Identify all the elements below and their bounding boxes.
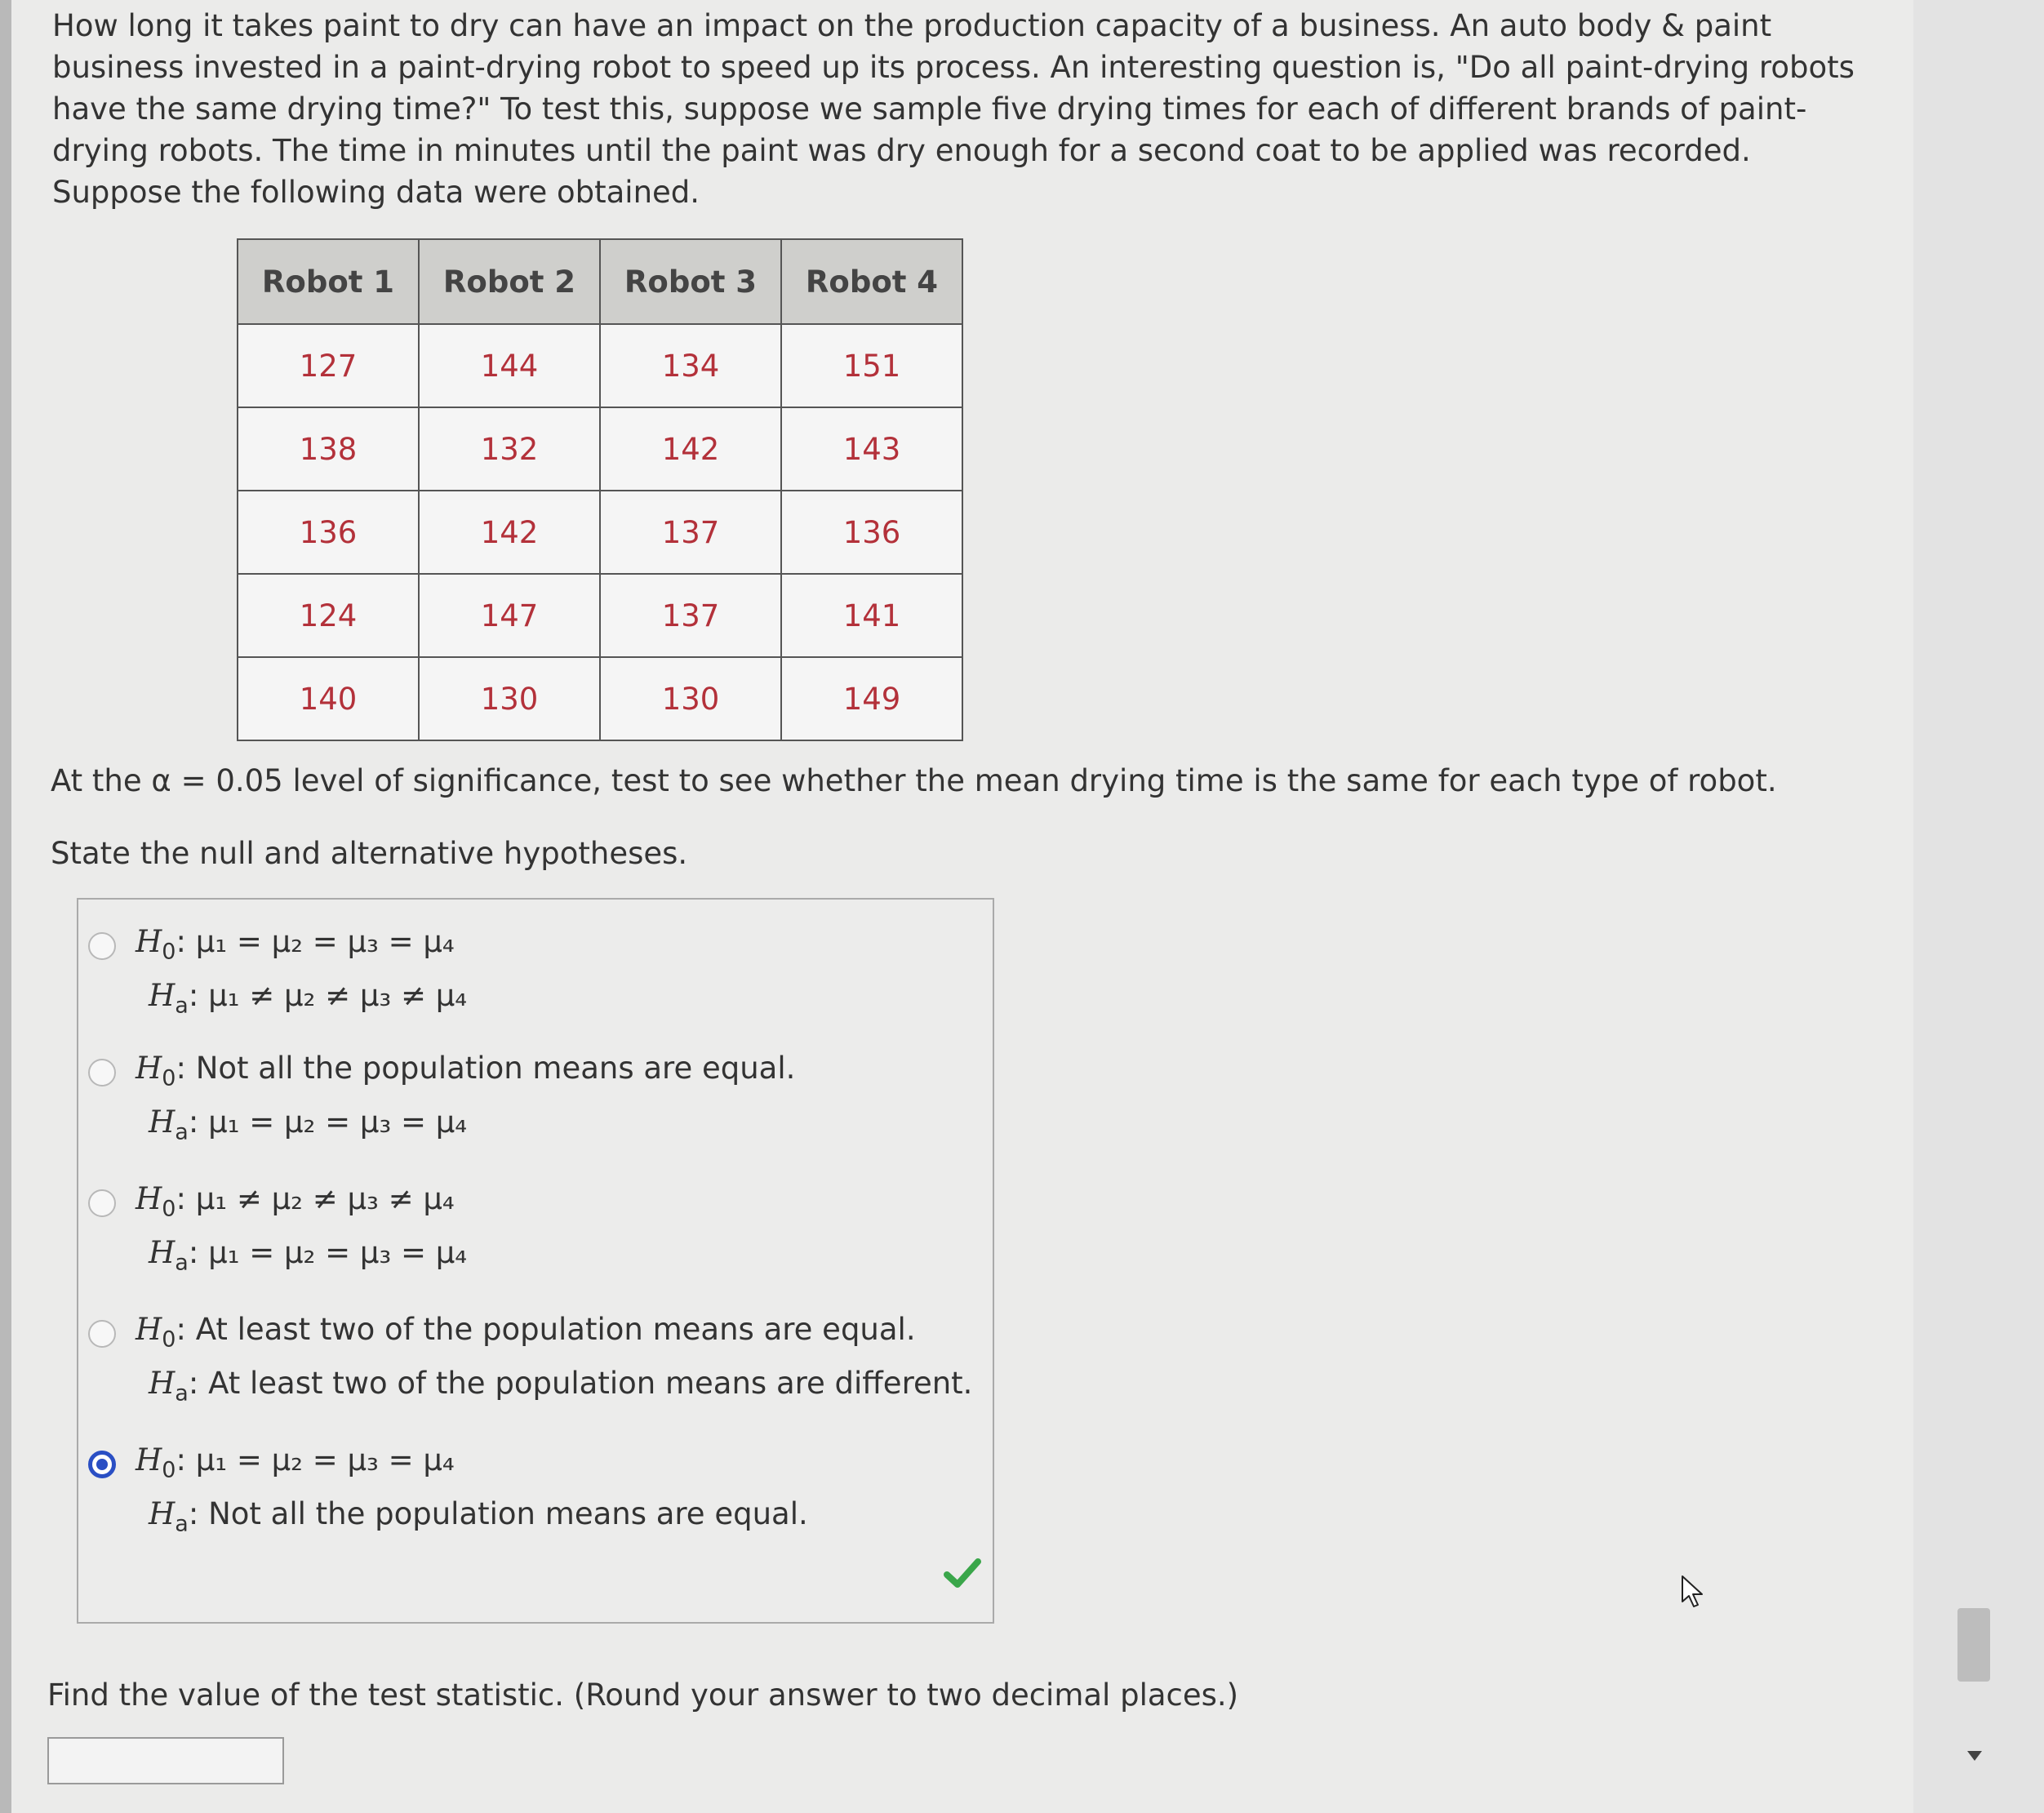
ha-text: Not all the population means are equal. bbox=[208, 1496, 808, 1531]
h0-text: μ₁ = μ₂ = μ₃ = μ₄ bbox=[195, 924, 455, 959]
ha-symbol: H bbox=[149, 978, 176, 1013]
radio-button[interactable] bbox=[88, 932, 116, 960]
h0-subscript: 0 bbox=[162, 939, 176, 965]
table-row bbox=[238, 324, 962, 407]
drying-times-table bbox=[237, 238, 963, 741]
ha-subscript: a bbox=[175, 1119, 189, 1145]
null-hypothesis: $H_0$: Not all the population means are equal. bbox=[136, 1051, 796, 1091]
table-header: Robot 4 bbox=[781, 239, 962, 324]
ha-symbol: H bbox=[149, 1104, 176, 1140]
scrollbar-thumb[interactable] bbox=[1957, 1608, 1990, 1682]
h0-subscript: 0 bbox=[162, 1326, 176, 1353]
table-cell: 127 bbox=[238, 324, 419, 407]
vertical-scrollbar[interactable] bbox=[1913, 0, 2044, 1813]
table-header: Robot 2 bbox=[419, 239, 600, 324]
table-cell: 151 bbox=[781, 324, 962, 407]
alternative-hypothesis: $H_a$: μ₁ = μ₂ = μ₃ = μ₄ bbox=[149, 1235, 468, 1276]
h0-symbol: H bbox=[136, 1051, 162, 1086]
problem-intro: How long it takes paint to dry can have an impact on the production capacity of a business. An auto body & paint business invested in a paint-drying robot to speed up its process. An interesting question is, "Do all paint-drying robots have the same drying time?" To test this, suppose we sample five drying times for each of different brands of paint-drying robots. The time in minutes until the paint was dry enough for a second coat to be applied was recorded. Suppose the following data were obtained. bbox=[52, 8, 1855, 210]
h0-text: μ₁ = μ₂ = μ₃ = μ₄ bbox=[195, 1442, 455, 1478]
table-row bbox=[238, 574, 962, 657]
table-cell: 137 bbox=[600, 491, 781, 574]
mouse-cursor-icon bbox=[1680, 1574, 1706, 1610]
ha-text: μ₁ ≠ μ₂ ≠ μ₃ ≠ μ₄ bbox=[208, 978, 468, 1013]
h0-text: At least two of the population means are equal. bbox=[195, 1312, 916, 1347]
window-left-edge bbox=[0, 0, 11, 1813]
ha-symbol: H bbox=[149, 1366, 176, 1401]
table-cell: 124 bbox=[238, 574, 419, 657]
ha-symbol: H bbox=[149, 1496, 176, 1531]
null-hypothesis: $H_0$: μ₁ = μ₂ = μ₃ = μ₄ bbox=[136, 924, 455, 965]
table-cell: 147 bbox=[419, 574, 600, 657]
alternative-hypothesis: $H_a$: At least two of the population means are different. bbox=[149, 1366, 973, 1406]
ha-subscript: a bbox=[175, 993, 189, 1019]
table-cell: 138 bbox=[238, 407, 419, 491]
table-cell: 134 bbox=[600, 324, 781, 407]
test-statistic-prompt: Find the value of the test statistic. (Round your answer to two decimal places.) bbox=[47, 1677, 1239, 1713]
table-cell: 136 bbox=[238, 491, 419, 574]
ha-symbol: H bbox=[149, 1235, 176, 1270]
hypotheses-prompt: State the null and alternative hypotheses. bbox=[51, 836, 688, 871]
h0-subscript: 0 bbox=[162, 1196, 176, 1222]
table-cell: 132 bbox=[419, 407, 600, 491]
radio-button[interactable] bbox=[88, 1320, 116, 1348]
table-cell: 142 bbox=[600, 407, 781, 491]
table-cell: 130 bbox=[600, 657, 781, 740]
h0-symbol: H bbox=[136, 1442, 162, 1478]
radio-button[interactable] bbox=[88, 1189, 116, 1217]
radio-button-selected[interactable] bbox=[88, 1451, 116, 1478]
table-row bbox=[238, 407, 962, 491]
null-hypothesis: $H_0$: μ₁ ≠ μ₂ ≠ μ₃ ≠ μ₄ bbox=[136, 1181, 455, 1222]
table-cell: 140 bbox=[238, 657, 419, 740]
h0-text: μ₁ ≠ μ₂ ≠ μ₃ ≠ μ₄ bbox=[195, 1181, 455, 1216]
h0-symbol: H bbox=[136, 1181, 162, 1216]
ha-subscript: a bbox=[175, 1511, 189, 1537]
test-statistic-input[interactable] bbox=[47, 1737, 284, 1784]
table-cell: 144 bbox=[419, 324, 600, 407]
table-header-row bbox=[238, 239, 962, 324]
table-row bbox=[238, 657, 962, 740]
h0-subscript: 0 bbox=[162, 1457, 176, 1483]
table-cell: 141 bbox=[781, 574, 962, 657]
table-cell: 149 bbox=[781, 657, 962, 740]
h0-text: Not all the population means are equal. bbox=[195, 1051, 796, 1086]
alternative-hypothesis: $H_a$: μ₁ = μ₂ = μ₃ = μ₄ bbox=[149, 1104, 468, 1145]
h0-symbol: H bbox=[136, 924, 162, 959]
table-cell: 137 bbox=[600, 574, 781, 657]
scroll-down-arrow-icon[interactable] bbox=[1967, 1751, 1982, 1761]
null-hypothesis: $H_0$: μ₁ = μ₂ = μ₃ = μ₄ bbox=[136, 1442, 455, 1483]
table-row bbox=[238, 491, 962, 574]
ha-subscript: a bbox=[175, 1250, 189, 1276]
table-header: Robot 3 bbox=[600, 239, 781, 324]
ha-text: At least two of the population means are different. bbox=[208, 1366, 973, 1401]
h0-subscript: 0 bbox=[162, 1065, 176, 1091]
checkmark-icon bbox=[944, 1557, 981, 1589]
h0-symbol: H bbox=[136, 1312, 162, 1347]
table-header: Robot 1 bbox=[238, 239, 419, 324]
table-cell: 130 bbox=[419, 657, 600, 740]
radio-button[interactable] bbox=[88, 1059, 116, 1086]
ha-text: μ₁ = μ₂ = μ₃ = μ₄ bbox=[208, 1104, 468, 1140]
alternative-hypothesis: $H_a$: μ₁ ≠ μ₂ ≠ μ₃ ≠ μ₄ bbox=[149, 978, 468, 1019]
ha-subscript: a bbox=[175, 1380, 189, 1406]
ha-text: μ₁ = μ₂ = μ₃ = μ₄ bbox=[208, 1235, 468, 1270]
null-hypothesis: $H_0$: At least two of the population means are equal. bbox=[136, 1312, 916, 1353]
table-cell: 136 bbox=[781, 491, 962, 574]
hypotheses-options bbox=[77, 898, 994, 1624]
table-cell: 142 bbox=[419, 491, 600, 574]
table-cell: 143 bbox=[781, 407, 962, 491]
significance-prompt: At the α = 0.05 level of significance, test to see whether the mean drying time is the same for each type of robot. bbox=[51, 763, 1777, 798]
alternative-hypothesis: $H_a$: Not all the population means are equal. bbox=[149, 1496, 808, 1537]
